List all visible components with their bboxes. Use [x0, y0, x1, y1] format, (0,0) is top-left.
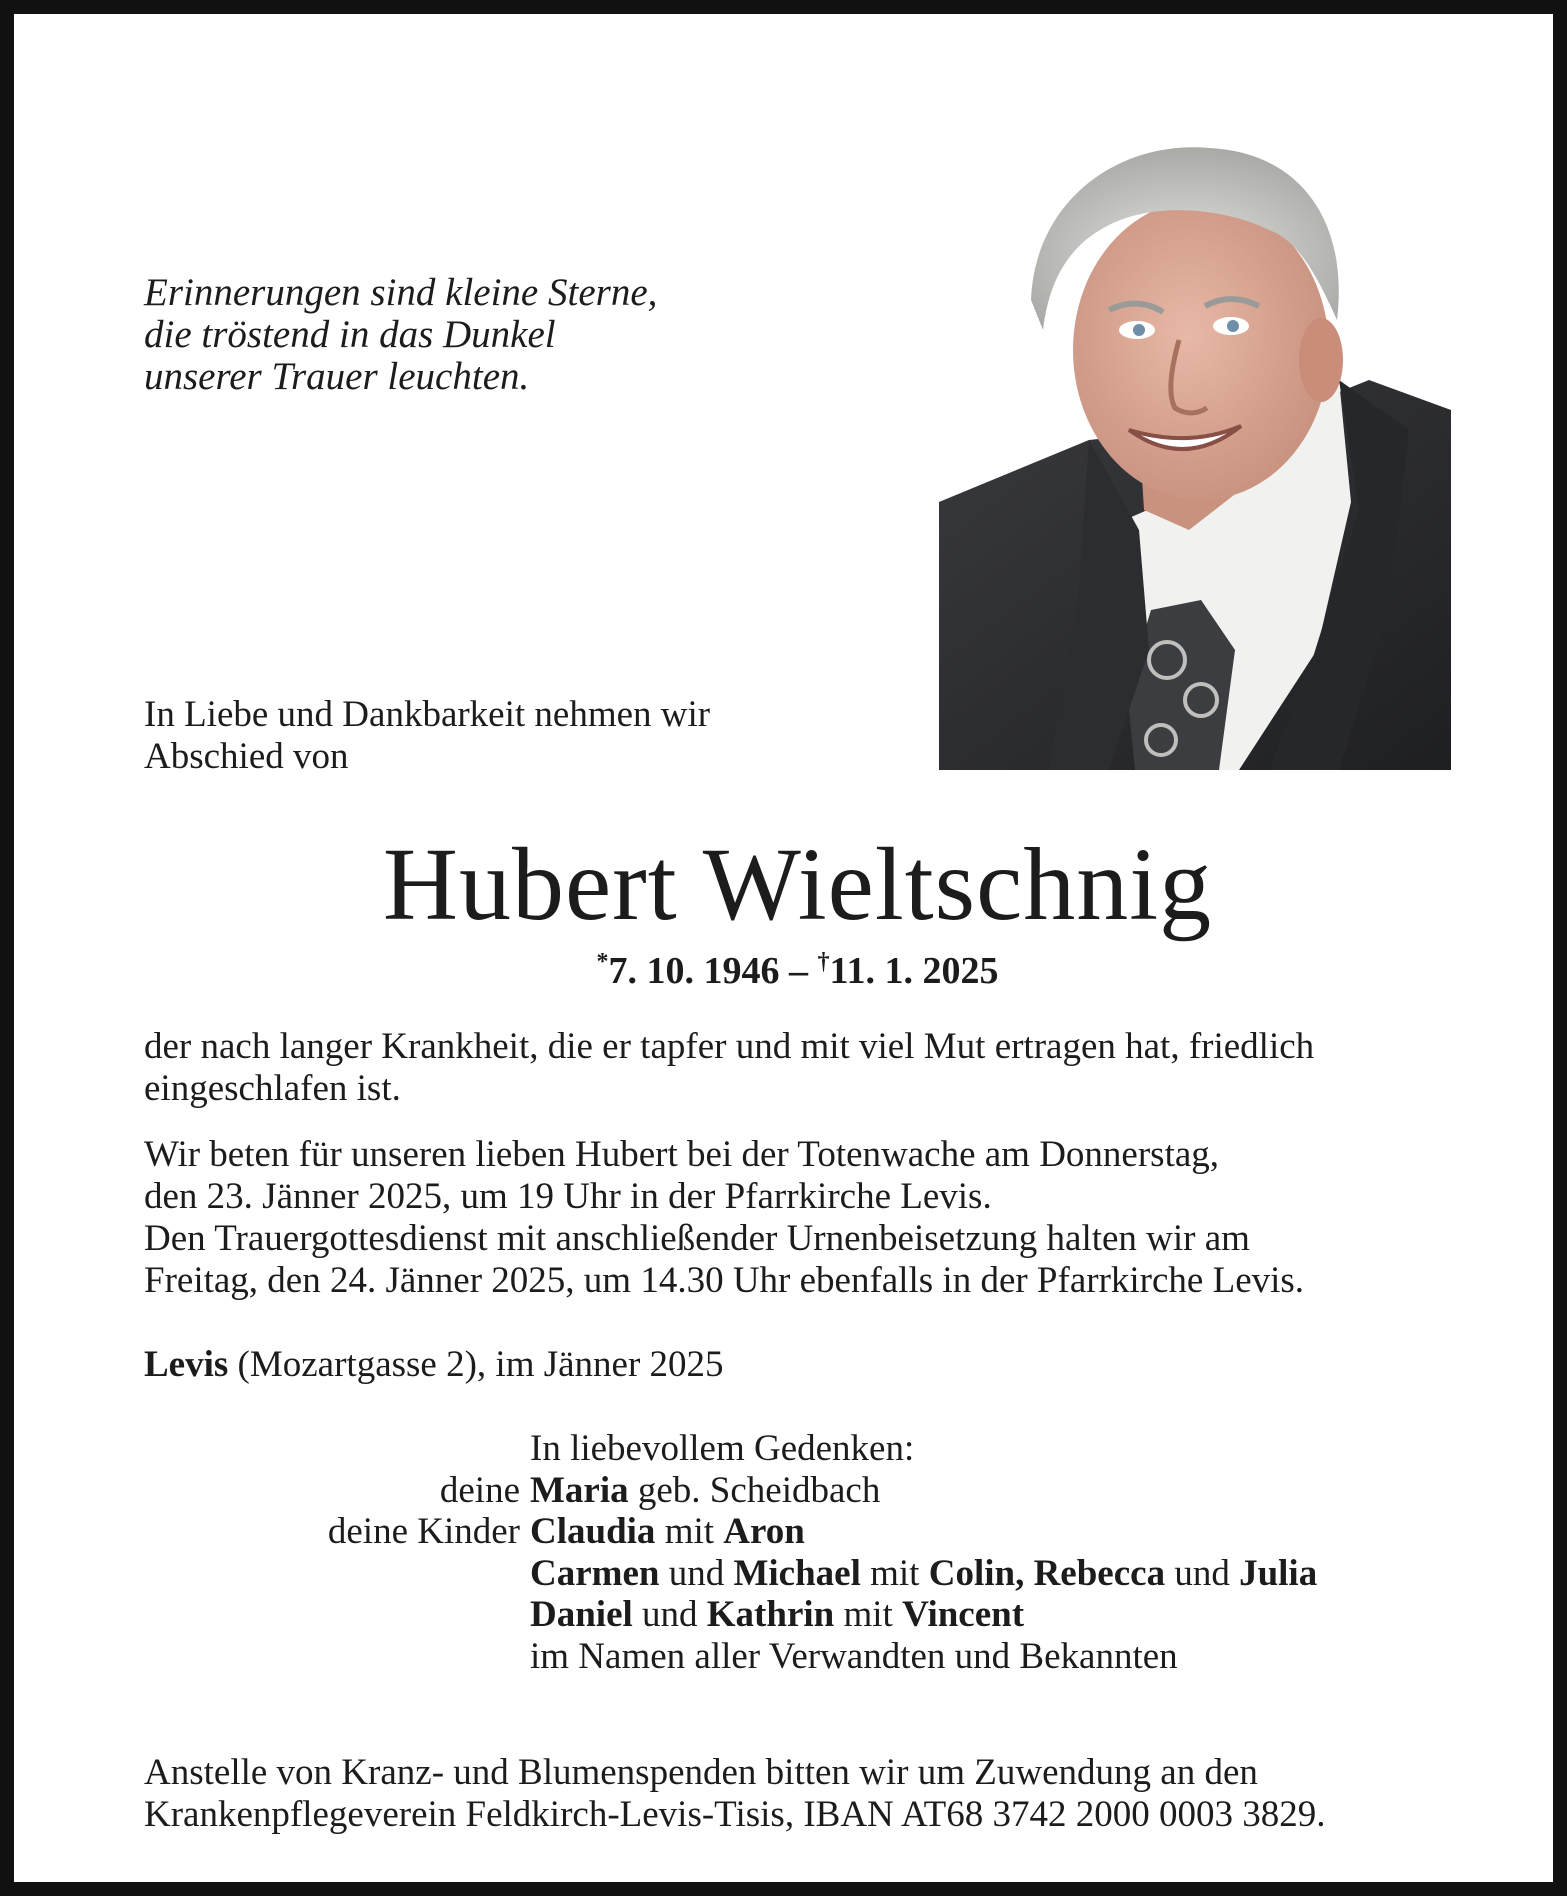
- paragraph-line: der nach langer Krankheit, die er tapfer und mit viel Mut ertragen hat, friedlich: [144, 1026, 1315, 1067]
- family-member: Michael: [733, 1552, 861, 1594]
- family-member: Daniel: [530, 1594, 633, 1635]
- quote-line: unserer Trauer leuchten.: [144, 355, 530, 398]
- family-member: Carmen: [530, 1552, 660, 1594]
- paragraph-line: eingeschlafen ist.: [144, 1068, 401, 1109]
- kids-label: deine Kinder: [327, 1511, 520, 1552]
- intro-line: Abschied von: [144, 736, 349, 777]
- intro-text: [144, 694, 710, 778]
- deceased-name: Hubert Wieltschnig: [382, 827, 1213, 942]
- donation-line: Krankenpflegeverein Feldkirch-Levis-Tisis, IBAN AT68 3742 2000 0003 3829.: [144, 1794, 1326, 1835]
- connector: mit: [655, 1511, 724, 1552]
- paragraph-line: Den Trauergottesdienst mit anschließender Urnenbeisetzung halten wir am: [144, 1218, 1250, 1259]
- kids-entry: [530, 1594, 1024, 1636]
- family-member: Colin, Rebecca: [928, 1552, 1166, 1594]
- family-footer: im Namen aller Verwandten und Bekannten: [530, 1635, 1178, 1677]
- donation-line: Anstelle von Kranz- und Blumenspenden bitten wir um Zuwendung an den: [144, 1752, 1258, 1793]
- death-symbol: †: [817, 949, 830, 975]
- memorial-quote: [144, 272, 744, 398]
- family-member: Claudia: [530, 1511, 656, 1552]
- wife-entry: [530, 1470, 880, 1512]
- family-heading-row: [14, 1428, 1567, 1470]
- family-list: [14, 1428, 1567, 1677]
- portrait-photo: [939, 130, 1451, 770]
- service-paragraph: [144, 1134, 1451, 1302]
- passing-paragraph: [144, 1026, 1451, 1110]
- birth-symbol: *: [596, 949, 609, 975]
- connector: und: [659, 1552, 734, 1594]
- wife-label: deine: [439, 1469, 520, 1511]
- connector: mit: [860, 1552, 929, 1594]
- family-member: Kathrin: [706, 1594, 835, 1635]
- wife-name: Maria: [530, 1469, 629, 1511]
- paragraph-line: Freitag, den 24. Jänner 2025, um 14.30 Uhr ebenfalls in der Pfarrkirche Levis.: [144, 1260, 1305, 1301]
- connector: und: [632, 1594, 707, 1635]
- family-row-kids-2: [14, 1553, 1567, 1595]
- connector: und: [1165, 1552, 1240, 1594]
- life-dates: [14, 940, 1567, 993]
- intro-line: In Liebe und Dankbarkeit nehmen wir: [144, 694, 711, 735]
- connector: mit: [834, 1594, 903, 1635]
- quote-line: Erinnerungen sind kleine Sterne,: [144, 271, 658, 314]
- place-and-date: [144, 1344, 724, 1386]
- family-row-kids-1: [14, 1511, 1567, 1553]
- family-heading: In liebevollem Gedenken:: [530, 1428, 915, 1469]
- family-member: Vincent: [902, 1594, 1025, 1635]
- place-town: Levis: [144, 1344, 229, 1385]
- date-separator: –: [779, 950, 818, 992]
- family-footer-row: [14, 1636, 1567, 1678]
- family-member: Aron: [723, 1511, 805, 1552]
- paragraph-line: Wir beten für unseren lieben Hubert bei der Totenwache am Donnerstag,: [144, 1134, 1220, 1175]
- place-detail: (Mozartgasse 2), im Jänner 2025: [228, 1344, 724, 1385]
- paragraph-line: den 23. Jänner 2025, um 19 Uhr in der Pfarrkirche Levis.: [144, 1176, 992, 1217]
- family-row-kids-3: [14, 1594, 1567, 1636]
- kids-entry: [530, 1511, 805, 1553]
- death-date: 11. 1. 2025: [829, 950, 999, 992]
- kids-entry: [530, 1553, 1317, 1595]
- donation-note: [144, 1752, 1451, 1836]
- family-member: Julia: [1239, 1552, 1318, 1594]
- family-row-wife: [14, 1470, 1567, 1512]
- birth-date: 7. 10. 1946: [608, 950, 780, 992]
- wife-maiden: geb. Scheidbach: [628, 1469, 881, 1511]
- quote-line: die tröstend in das Dunkel: [144, 313, 556, 356]
